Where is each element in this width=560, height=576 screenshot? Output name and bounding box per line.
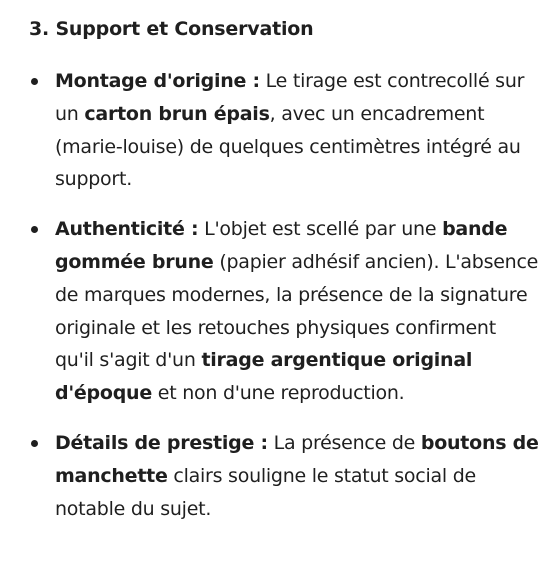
item-text: et non d'une reproduction. [151,382,405,405]
item-text: L'objet est scellé par une [198,218,443,241]
list-item-authenticite [29,213,540,410]
item-emphasis: tirage argentique original d'époque [55,349,473,405]
item-emphasis: carton brun épais [84,102,270,125]
section-heading: 3. Support et Conservation [29,18,314,40]
bullet-list [29,65,540,525]
item-text: (papier adhésif ancien). L'absence de marques modernes, la présence de la signature originale et les retouches physiques confirment qu'il s'agit d'un [55,250,539,372]
item-emphasis: boutons de manchette [55,431,539,487]
item-text: clairs souligne le statut social de notable du sujet. [55,464,476,520]
item-emphasis: bande gommée brune [55,218,508,273]
item-text: Le tirage est contrecollé sur un [55,70,525,125]
item-text: , avec un encadrement (marie-louise) de quelques centimètres intégré au support. [55,102,521,191]
list-item-montage [29,65,540,196]
list-item-prestige [29,427,540,525]
item-label: Montage d'origine : [55,70,260,92]
item-label: Détails de prestige : [55,431,268,454]
item-label: Authenticité : [55,218,199,241]
item-text: La présence de [267,431,421,454]
